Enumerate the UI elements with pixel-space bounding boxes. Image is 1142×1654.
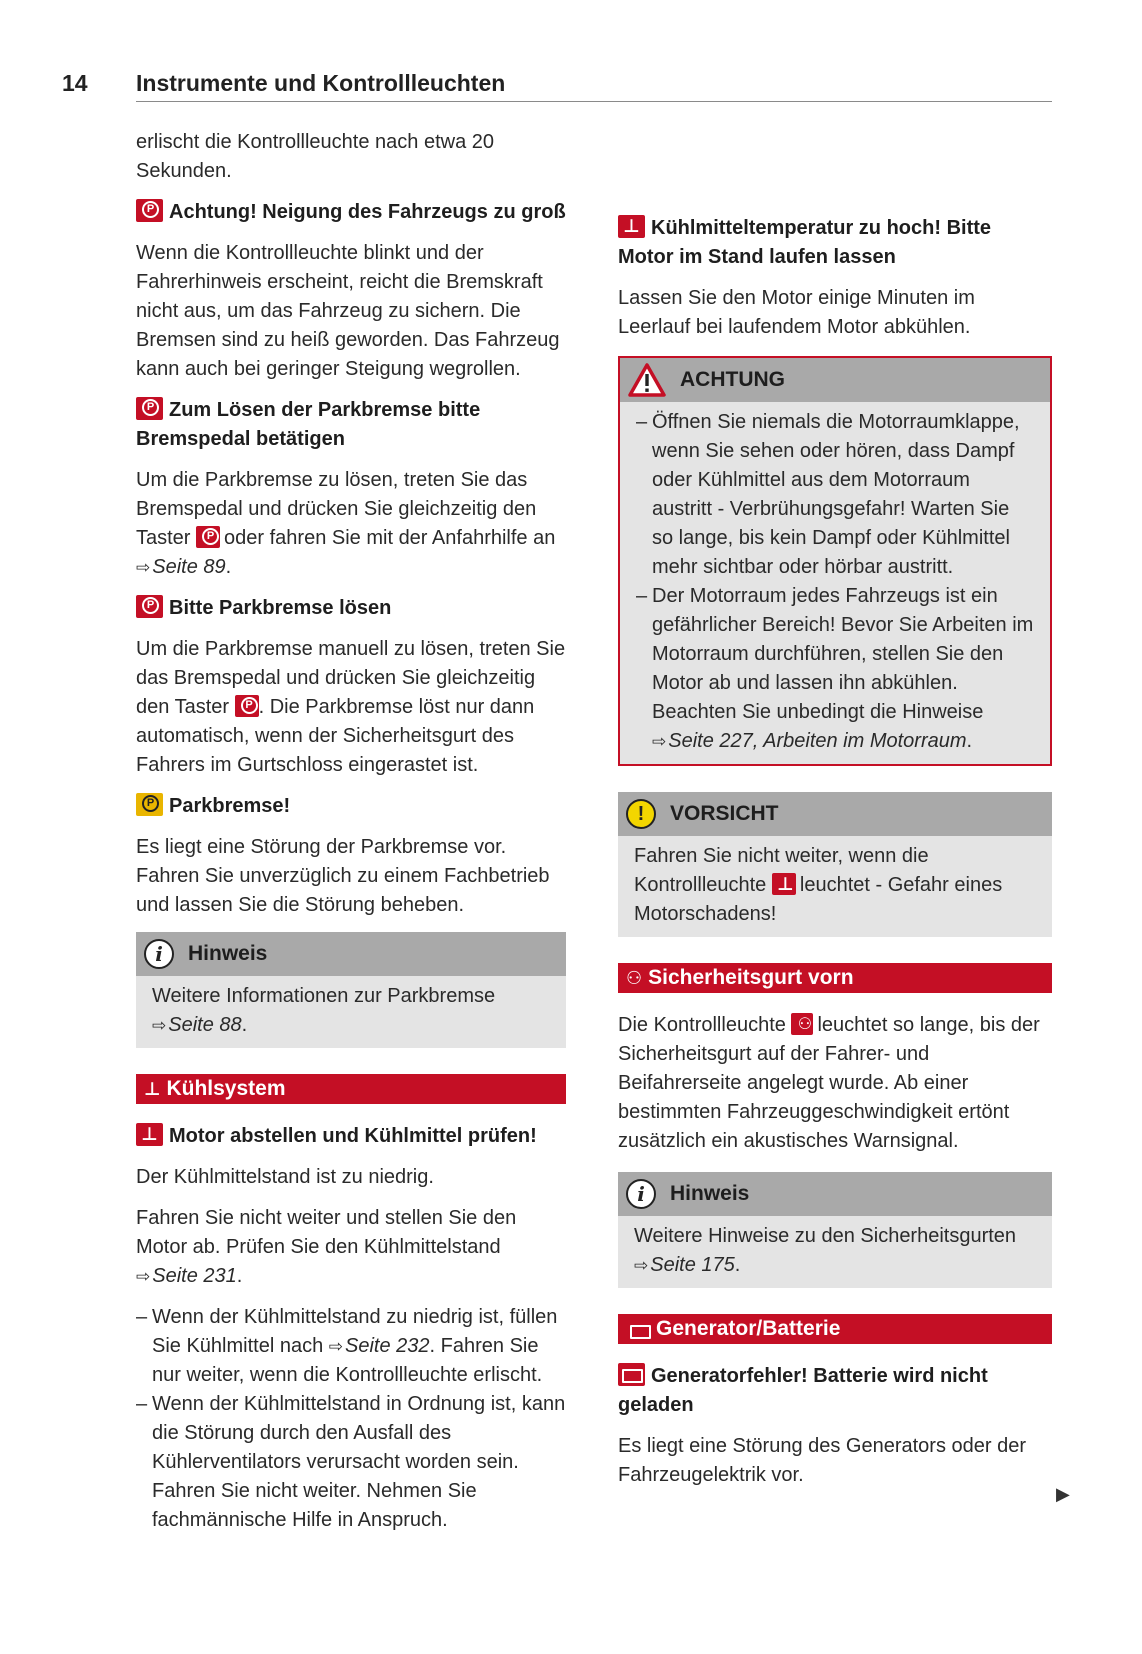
- hinweis-header: [136, 932, 566, 976]
- reference-text: Seite 231: [152, 1265, 237, 1287]
- parking-brake-icon: [136, 199, 163, 222]
- achtung-header: [620, 358, 1050, 402]
- continue-arrow-icon: ▶: [1056, 1484, 1070, 1504]
- heading-bitte-text: Bitte Parkbremse lösen: [169, 597, 392, 619]
- hinweis-text-line: Weitere Informationen zur Parkbremse ⇨ Seite 88.: [152, 985, 496, 1036]
- list-item: [136, 1303, 566, 1390]
- reference-arrow-icon: ⇨: [136, 558, 151, 577]
- paragraph-bitte: [136, 635, 566, 780]
- paragraph-neigung: Wenn die Kontrollleuchte blinkt und der Fahrerhinweis erscheint, reicht die Bremskraft nicht aus, um das Fahrzeug zu sichern. Die Bremsen sind zu heiß geworden. Das Fahrzeug kann auch bei geringer Steigung wegrollen.: [136, 242, 560, 380]
- page-reference[interactable]: [634, 1254, 735, 1276]
- paragraph-loesen-a: Um die Parkbremse zu lösen, treten Sie das Bremspedal und drücken Sie gleichzeitig den Taster: [136, 469, 537, 549]
- caution-icon: !: [626, 799, 656, 829]
- vorsicht-header: [618, 792, 1052, 836]
- section-bar-generator: [618, 1314, 1052, 1344]
- heading-neigung: [136, 198, 566, 227]
- paragraph-gurt-b: leuchtet so lange, bis der Sicherheitsgurt auf der Fahrer- und Beifahrerseite angelegt wurde. Ab einer bestimmten Fahrzeuggeschwindigkeit ertönt zusätzlich ein akustisches Warnsignal.: [618, 1014, 1040, 1152]
- list-item-text-a: Wenn der Kühlmittelstand zu niedrig ist, füllen Sie Kühlmittel nach: [152, 1306, 558, 1357]
- page-reference[interactable]: [152, 1014, 242, 1036]
- paragraph-generator: Es liegt eine Störung des Generators oder der Fahrzeugelektrik vor.: [618, 1435, 1027, 1486]
- reference-text: Seite 88: [168, 1014, 242, 1036]
- vorsicht-body: [618, 836, 1052, 937]
- list-item-text: Wenn der Kühlmittelstand in Ordnung ist, kann die Störung durch den Ausfall des Kühlerventilators verursacht worden sein. Fahren Sie nicht weiter. Nehmen Sie fachmännische Hilfe in Anspruch.: [152, 1393, 566, 1531]
- heading-parkbremse: [136, 792, 566, 821]
- parking-brake-button-icon: [196, 526, 220, 548]
- coolant-temperature-icon: ⊥: [144, 1079, 161, 1099]
- heading-neigung-text: Achtung! Neigung des Fahrzeugs zu groß: [169, 201, 566, 223]
- reference-arrow-icon: ⇨: [634, 1256, 649, 1275]
- paragraph-bitte-b: . Die Parkbremse löst nur dann automatisch, wenn der Sicherheitsgurt des Fahrers im Gurtschloss eingerastet ist.: [136, 696, 535, 776]
- heading-loesen-text: Zum Lösen der Parkbremse bitte Bremspedal betätigen: [136, 399, 481, 450]
- hinweis-text: Weitere Informationen zur Parkbremse: [152, 985, 496, 1007]
- parking-brake-icon: [136, 595, 163, 618]
- list-item: – Der Motorraum jedes Fahrzeugs ist ein gefährlicher Bereich! Bevor Sie Arbeiten im Motorraum durchführen, stellen Sie den Motor ab und lassen ihn abkühlen. Beachten Sie unbedingt die Hinweise ⇨ Seite 227, Arbeiten im Motorraum.: [636, 582, 1034, 756]
- hinweis-header: [618, 1172, 1052, 1216]
- section-bar-kuehlsystem: [136, 1074, 566, 1104]
- coolant-temperature-icon: [772, 873, 796, 895]
- page-reference[interactable]: [136, 556, 226, 578]
- paragraph-niedrig: Der Kühlmittelstand ist zu niedrig.: [136, 1166, 434, 1188]
- page-header-title: Instrumente und Kontrollleuchten: [136, 70, 506, 96]
- heading-temp: [618, 214, 1052, 272]
- hinweis-body: [618, 1216, 1052, 1288]
- list-item: [136, 1390, 566, 1535]
- battery-icon: [626, 1319, 650, 1339]
- hinweis-title: Hinweis: [670, 1182, 750, 1205]
- warning-triangle-icon: [628, 363, 666, 397]
- reference-arrow-icon: ⇨: [328, 1337, 344, 1356]
- paragraph-loesen-b: oder fahren Sie mit der Anfahrhilfe an: [224, 527, 556, 549]
- paragraph-loesen: Um die Parkbremse zu lösen, treten Sie das Bremspedal und drücken Sie gleichzeitig den Taster P oder fahren Sie mit der Anfahrhilfe an ⇨ Seite 89.: [136, 466, 566, 582]
- page-number: 14: [62, 70, 88, 96]
- vorsicht-text: [634, 842, 1036, 929]
- page-reference[interactable]: [329, 1335, 430, 1357]
- paragraph-intro: erlischt die Kontrollleuchte nach etwa 20 Sekunden.: [136, 131, 494, 182]
- heading-motor: [136, 1122, 566, 1151]
- section-title: Kühlsystem: [166, 1077, 286, 1100]
- reference-arrow-icon: ⇨: [652, 732, 667, 751]
- left-column: [136, 128, 566, 1547]
- parking-brake-fault-icon: [136, 793, 163, 816]
- hinweis-text: Weitere Hinweise zu den Sicherheitsgurten: [634, 1225, 1017, 1247]
- reference-text: Seite 175: [650, 1254, 735, 1276]
- section-bar-sicherheitsgurt: [618, 963, 1052, 993]
- right-column-content: [618, 128, 1052, 1502]
- vorsicht-text-b: leuchtet - Gefahr eines Motorschadens!: [634, 874, 1003, 925]
- coolant-temperature-icon: [618, 215, 645, 238]
- info-icon: i: [144, 939, 174, 969]
- reference-text: Seite 232: [345, 1335, 430, 1357]
- hinweis-box-gurt: [618, 1172, 1052, 1288]
- vorsicht-title: VORSICHT: [670, 802, 779, 825]
- paragraph-gurt: [618, 1011, 1052, 1156]
- paragraph-gurt-a: Die Kontrollleuchte: [618, 1014, 786, 1036]
- coolant-list: [136, 1303, 566, 1535]
- battery-icon: [618, 1363, 645, 1386]
- heading-generator: [618, 1362, 1052, 1420]
- page-reference[interactable]: [136, 1265, 237, 1287]
- paragraph-fahren-text: Fahren Sie nicht weiter und stellen Sie den Motor ab. Prüfen Sie den Kühlmittelstand: [136, 1207, 517, 1258]
- hinweis-title: Hinweis: [188, 942, 268, 965]
- hinweis-box-parkbremse: [136, 932, 566, 1048]
- hinweis-body: [136, 976, 566, 1048]
- list-item-text: Öffnen Sie niemals die Motorraumklappe, wenn Sie sehen oder hören, dass Dampf oder Kühlmittel aus dem Motorraum austritt - Verbrühungsgefahr! Warten Sie so lange, bis kein Dampf oder Kühlmittel mehr sichtbar oder hörbar austritt.: [652, 411, 1020, 578]
- paragraph-temp: Lassen Sie den Motor einige Minuten im Leerlauf bei laufendem Motor abkühlen.: [618, 287, 975, 338]
- paragraph-parkbremse: Es liegt eine Störung der Parkbremse vor. Fahren Sie unverzüglich zu einem Fachbetrieb und lassen Sie die Störung beheben.: [136, 836, 550, 916]
- list-item: [636, 408, 1034, 582]
- section-title: Sicherheitsgurt vorn: [648, 966, 854, 989]
- list-item-text-b: . Fahren Sie nur weiter, wenn die Kontrollleuchte erlischt.: [152, 1335, 543, 1386]
- heading-generator-text: Generatorfehler! Batterie wird nicht geladen: [618, 1365, 988, 1416]
- page-reference[interactable]: [652, 730, 967, 752]
- paragraph-fahren: Fahren Sie nicht weiter und stellen Sie den Motor ab. Prüfen Sie den Kühlmittelstand ⇨ Seite 231.: [136, 1207, 517, 1287]
- seatbelt-icon: ⚇: [626, 968, 643, 988]
- achtung-list: [636, 408, 1034, 756]
- heading-motor-text: Motor abstellen und Kühlmittel prüfen!: [169, 1125, 537, 1147]
- list-item-text: Der Motorraum jedes Fahrzeugs ist ein gefährlicher Bereich! Bevor Sie Arbeiten im Motorraum durchführen, stellen Sie den Motor ab und lassen ihn abkühlen. Beachten Sie unbedingt die Hinweise: [652, 585, 1034, 723]
- vorsicht-text-a: Fahren Sie nicht weiter, wenn die Kontrollleuchte: [634, 845, 929, 896]
- seatbelt-icon: [791, 1013, 813, 1035]
- vorsicht-box: [618, 792, 1052, 937]
- coolant-temperature-icon: [136, 1123, 163, 1146]
- achtung-body: [620, 402, 1050, 764]
- reference-text: Seite 227, Arbeiten im Motorraum: [668, 730, 967, 752]
- heading-parkbremse-text: Parkbremse!: [169, 795, 291, 817]
- section-title: Generator/Batterie: [656, 1317, 841, 1340]
- info-icon: i: [626, 1179, 656, 1209]
- parking-brake-icon: [136, 397, 163, 420]
- hinweis-text-line: Weitere Hinweise zu den Sicherheitsgurten ⇨ Seite 175.: [634, 1225, 1017, 1276]
- heading-temp-text: Kühlmitteltemperatur zu hoch! Bitte Motor im Stand laufen lassen: [618, 217, 992, 268]
- heading-loesen: [136, 396, 566, 454]
- reference-arrow-icon: ⇨: [136, 1267, 151, 1286]
- paragraph-bitte-a: Um die Parkbremse manuell zu lösen, treten Sie das Bremspedal und drücken Sie gleichzeitig den Taster: [136, 638, 566, 718]
- heading-bitte: [136, 594, 566, 623]
- reference-text: Seite 89: [152, 556, 226, 578]
- achtung-box: [618, 356, 1052, 766]
- header-rule: [136, 101, 1052, 102]
- reference-arrow-icon: ⇨: [152, 1016, 167, 1035]
- parking-brake-button-icon: [235, 695, 259, 717]
- achtung-title: ACHTUNG: [680, 368, 785, 391]
